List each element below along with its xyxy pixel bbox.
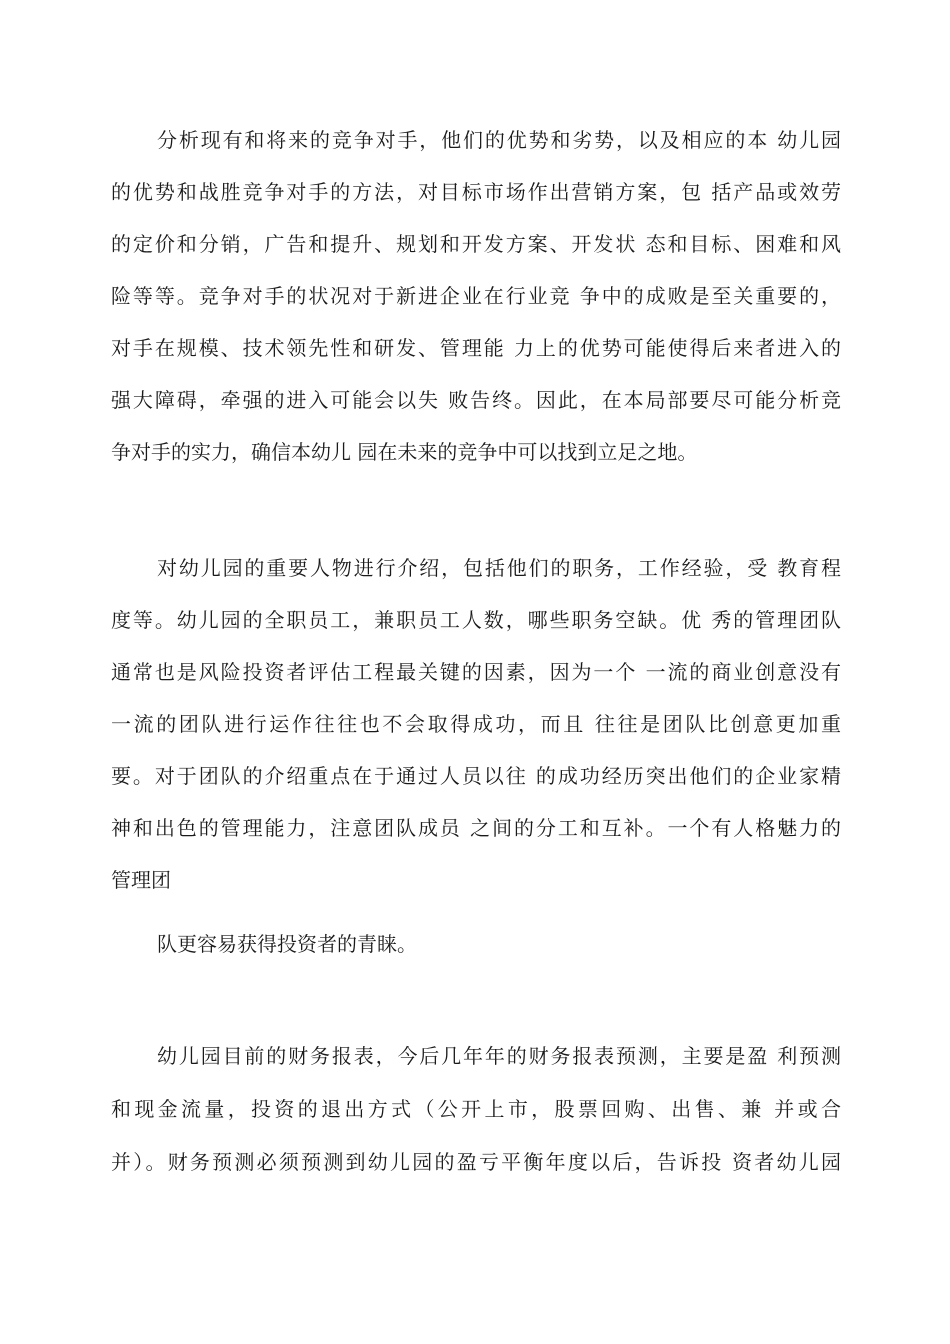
- text-line: 一流的团队进行运作往往也不会取得成功，而且 往往是团队比创意更加重: [111, 712, 841, 736]
- text-line: 度等。幼儿园的全职员工，兼职员工人数，哪些职务空缺。优 秀的管理团队: [111, 608, 841, 632]
- text-line: 神和出色的管理能力，注意团队成员 之间的分工和互补。一个有人格魅力的: [111, 816, 841, 840]
- text-line: 和现金流量，投资的退出方式（公开上市，股票回购、出售、兼 并或合: [111, 1097, 841, 1121]
- text-line: 的优势和战胜竞争对手的方法，对目标市场作出营销方案，包 括产品或效劳: [111, 180, 841, 204]
- text-line: 分析现有和将来的竞争对手，他们的优势和劣势，以及相应的本 幼儿园: [157, 128, 841, 152]
- text-line: 对手在规模、技术领先性和研发、管理能 力上的优势可能使得后来者进入的: [111, 336, 841, 360]
- text-line: 幼儿园目前的财务报表，今后几年年的财务报表预测，主要是盈 利预测: [157, 1044, 841, 1068]
- text-line: 争对手的实力，确信本幼儿 园在未来的竞争中可以找到立足之地。: [111, 440, 698, 464]
- text-line: 队更容易获得投资者的青睐。: [157, 932, 417, 956]
- text-line: 对幼儿园的重要人物进行介绍，包括他们的职务，工作经验，受 教育程: [157, 556, 841, 580]
- text-line: 要。对于团队的介绍重点在于通过人员以往 的成功经历突出他们的企业家精: [111, 764, 841, 788]
- text-line: 管理团: [111, 868, 171, 892]
- text-line: 的定价和分销，广告和提升、规划和开发方案、开发状 态和目标、困难和风: [111, 232, 841, 256]
- text-line: 并）。财务预测必须预测到幼儿园的盈亏平衡年度以后，告诉投 资者幼儿园: [111, 1150, 841, 1174]
- text-line: 通常也是风险投资者评估工程最关键的因素，因为一个 一流的商业创意没有: [111, 660, 841, 684]
- text-line: 强大障碍，牵强的进入可能会以失 败告终。因此，在本局部要尽可能分析竞: [111, 388, 841, 412]
- text-line: 险等等。竞争对手的状况对于新进企业在行业竞 争中的成败是至关重要的，: [111, 284, 841, 308]
